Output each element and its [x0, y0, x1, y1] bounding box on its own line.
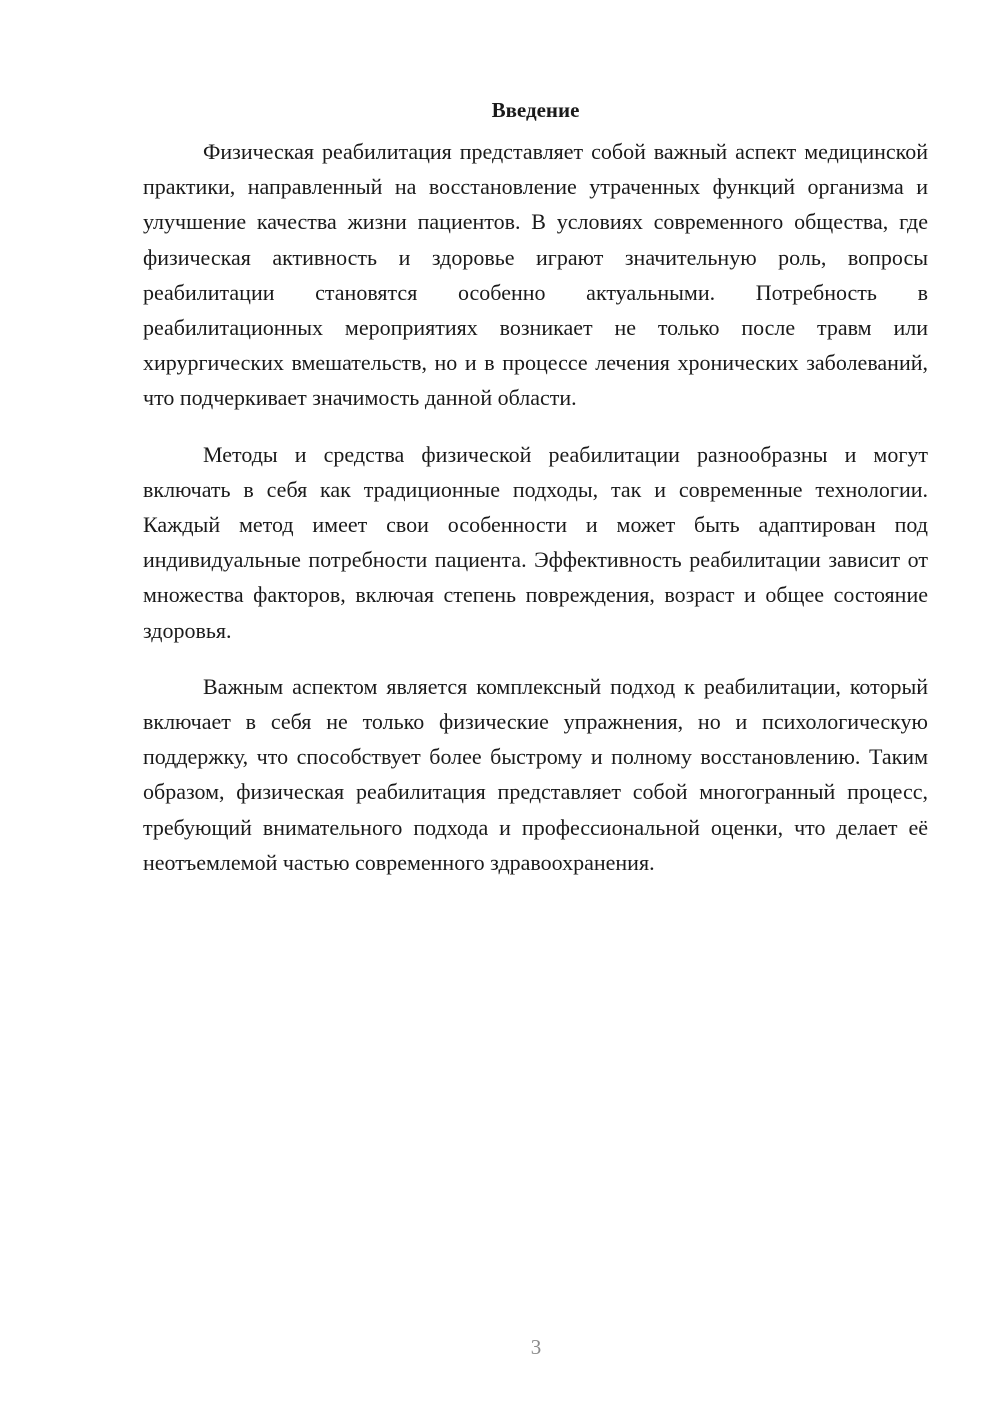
section-title: Введение	[491, 98, 580, 122]
page-content	[143, 92, 928, 880]
paragraph-1: Физическая реабилитация представляет собой важный аспект медицинской практики, направленный на восстановление утраченных функций организма и улучшение качества жизни пациентов. В условиях современного общества, где физическая активность и здоровье играют значительную роль, вопросы реабилитации становятся особенно актуальными. Потребность в реабилитационных мероприятиях возникает не только после травм или хирургических вмешательств, но и в процессе лечения хронических заболеваний, что подчеркивает значимость данной области.	[143, 139, 928, 411]
paragraph-3: Важным аспектом является комплексный подход к реабилитации, который включает в себя не только физические упражнения, но и психологическую поддержку, что способствует более быстрому и полному восстановлению. Таким образом, физическая реабилитация представляет собой многогранный процесс, требующий внимательного подхода и профессиональной оценки, что делает её неотъемлемой частью современного здравоохранения.	[143, 673, 928, 875]
page-number: 3	[530, 1335, 542, 1359]
paragraph-2: Методы и средства физической реабилитации разнообразны и могут включать в себя как традиционные подходы, так и современные технологии. Каждый метод имеет свои особенности и может быть адаптирован под индивидуальные потребности пациента. Эффективность реабилитации зависит от множества факторов, включая степень повреждения, возраст и общее состояние здоровья.	[143, 441, 928, 643]
